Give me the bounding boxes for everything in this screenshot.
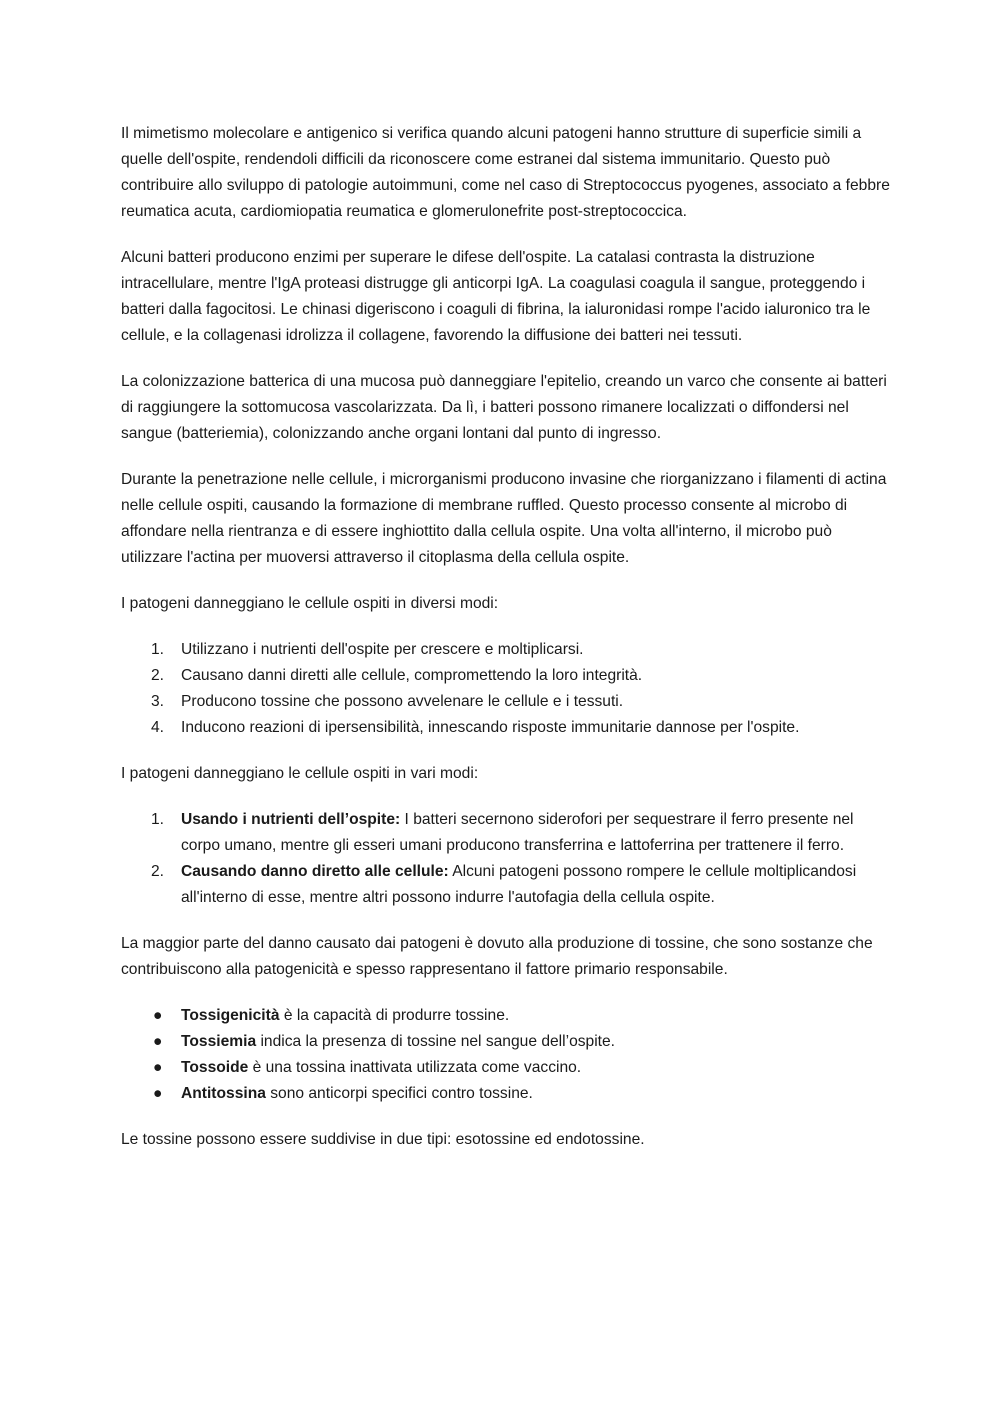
damage-list-1 bbox=[121, 637, 891, 741]
toxin-terms-list bbox=[121, 1003, 891, 1107]
list-item bbox=[121, 1055, 891, 1081]
bullet-icon: ● bbox=[153, 1007, 163, 1024]
list-item-text: sono anticorpi specifici contro tossine. bbox=[265, 1085, 533, 1102]
list-number: 2. bbox=[151, 863, 165, 880]
list-item bbox=[121, 689, 891, 715]
bullet-icon: ● bbox=[153, 1059, 163, 1076]
list-item-text: Alcuni patogeni possono rompere le cellule moltiplicandosi all'interno di esse, mentre altri possono indurre l'autofagia della cellula ospite. bbox=[181, 863, 857, 906]
list-item-term: Usando i nutrienti dell’ospite: bbox=[181, 811, 401, 828]
list-item bbox=[121, 1081, 891, 1107]
list-item-text: è la capacità di produrre tossine. bbox=[279, 1007, 510, 1024]
list-item bbox=[121, 637, 891, 663]
list-item-term: Tossigenicità bbox=[181, 1007, 280, 1024]
list-item bbox=[121, 663, 891, 689]
list-number: 1. bbox=[151, 811, 165, 828]
paragraph-molecular-mimicry: Il mimetismo molecolare e antigenico si verifica quando alcuni patogeni hanno strutture di superficie simili a quelle dell'ospite, rendendoli difficili da riconoscere come estranei dal sistema immunitario. Questo può contribuire allo sviluppo di patologie autoimmuni, come nel caso di Streptococcus pyogenes, associato a febbre reumatica acuta, cardiomiopatia reumatica e glomerulonefrite post-streptococcica. bbox=[121, 125, 890, 220]
bullet-icon: ● bbox=[153, 1033, 163, 1050]
list-item-text: Causano danni diretti alle cellule, compromettendo la loro integrità. bbox=[181, 667, 643, 684]
paragraph-damage-intro-1: I patogeni danneggiano le cellule ospiti in diversi modi: bbox=[121, 595, 499, 612]
paragraph-damage-intro-2: I patogeni danneggiano le cellule ospiti in vari modi: bbox=[121, 765, 479, 782]
list-item-term: Tossoide bbox=[181, 1059, 249, 1076]
list-item-text: Producono tossine che possono avvelenare le cellule e i tessuti. bbox=[181, 693, 624, 710]
list-number: 2. bbox=[151, 667, 165, 684]
document-page bbox=[121, 121, 891, 1173]
list-number: 3. bbox=[151, 693, 165, 710]
list-number: 4. bbox=[151, 719, 165, 736]
list-item bbox=[121, 1029, 891, 1055]
list-number: 1. bbox=[151, 641, 165, 658]
bullet-icon: ● bbox=[153, 1085, 163, 1102]
list-item-text: indica la presenza di tossine nel sangue dell’ospite. bbox=[256, 1033, 616, 1050]
damage-list-2 bbox=[121, 807, 891, 911]
paragraph-toxins: La maggior parte del danno causato dai patogeni è dovuto alla produzione di tossine, che sono sostanze che contribuiscono alla patogenicità e spesso rappresentano il fattore primario responsabile. bbox=[121, 935, 873, 978]
list-item-text: Inducono reazioni di ipersensibilità, innescando risposte immunitarie dannose per l'ospite. bbox=[181, 719, 800, 736]
list-item bbox=[121, 807, 891, 859]
paragraph-toxin-types: Le tossine possono essere suddivise in due tipi: esotossine ed endotossine. bbox=[121, 1131, 645, 1148]
list-item bbox=[121, 715, 891, 741]
paragraph-enzymes: Alcuni batteri producono enzimi per superare le difese dell'ospite. La catalasi contrasta la distruzione intracellulare, mentre l'IgA proteasi distrugge gli anticorpi IgA. La coagulasi coagula il sangue, proteggendo i batteri dalla fagocitosi. Le chinasi digeriscono i coaguli di fibrina, la ialuronidasi rompe l'acido ialuronico tra le cellule, e la collagenasi idrolizza il collagene, favorendo la diffusione dei batteri nei tessuti. bbox=[121, 249, 871, 344]
list-item bbox=[121, 1003, 891, 1029]
list-item-term: Causando danno diretto alle cellule: bbox=[181, 863, 449, 880]
list-item-text: Utilizzano i nutrienti dell'ospite per crescere e moltiplicarsi. bbox=[181, 641, 584, 658]
paragraph-penetration: Durante la penetrazione nelle cellule, i microrganismi producono invasine che riorganizzano i filamenti di actina nelle cellule ospiti, causando la formazione di membrane ruffled. Questo processo consente al microbo di affondare nella rientranza e di essere inghiottito dalla cellula ospite. Una volta all'interno, il microbo può utilizzare l'actina per muoversi attraverso il citoplasma della cellula ospite. bbox=[121, 471, 887, 566]
paragraph-colonization: La colonizzazione batterica di una mucosa può danneggiare l'epitelio, creando un varco che consente ai batteri di raggiungere la sottomucosa vascolarizzata. Da lì, i batteri possono rimanere localizzati o diffondersi nel sangue (batteriemia), colonizzando anche organi lontani dal punto di ingresso. bbox=[121, 373, 887, 442]
list-item bbox=[121, 859, 891, 911]
list-item-term: Tossiemia bbox=[181, 1033, 257, 1050]
list-item-text: è una tossina inattivata utilizzata come vaccino. bbox=[248, 1059, 582, 1076]
list-item-text: I batteri secernono siderofori per sequestrare il ferro presente nel corpo umano, mentre gli esseri umani producono transferrina e lattoferrina per trattenere il ferro. bbox=[181, 811, 854, 854]
list-item-term: Antitossina bbox=[181, 1085, 266, 1102]
